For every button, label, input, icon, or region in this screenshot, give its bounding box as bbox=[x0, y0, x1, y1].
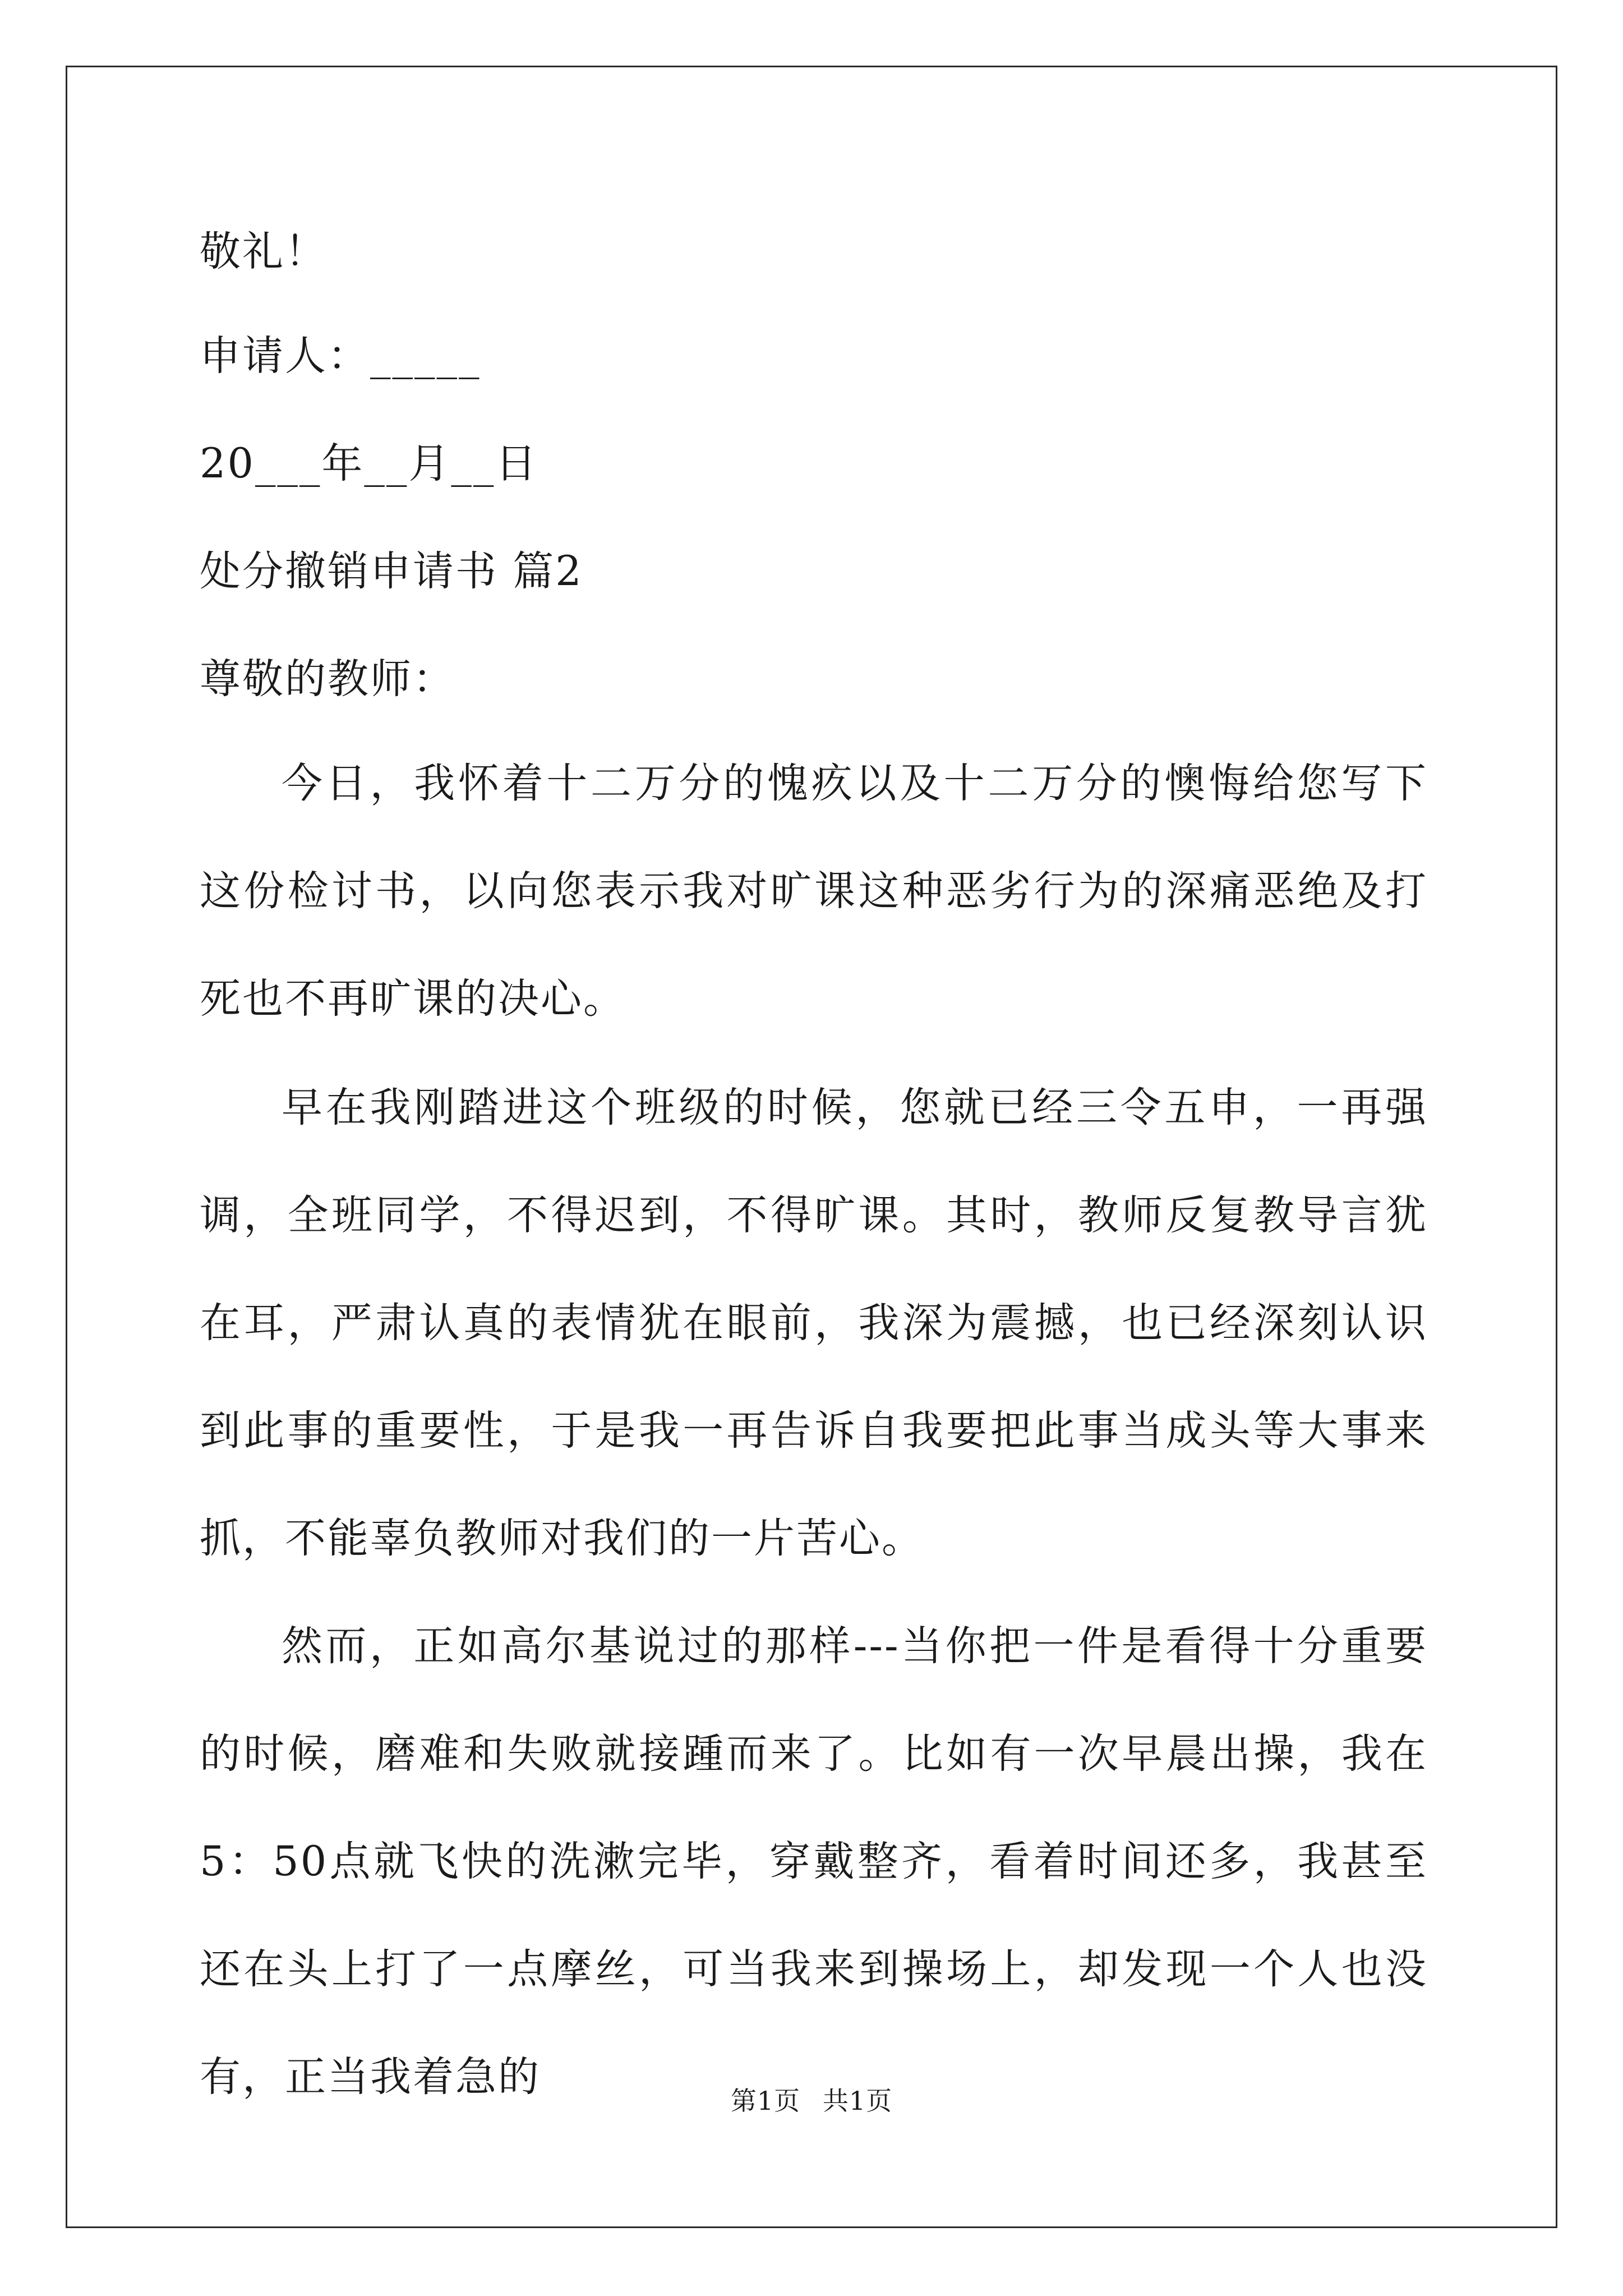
closing-salute: 敬礼！ bbox=[200, 228, 328, 275]
page-total: 共1页 bbox=[822, 2086, 893, 2116]
applicant-signature-line: 申请人：_____ bbox=[200, 332, 481, 380]
paragraph-3: 然而，正如高尔基说过的那样---当你把一件是看得十分重要的时候，磨难和失败就接踵而来了。比如有一次早晨出操，我在5：50点就飞快的洗漱完毕，穿戴整齐，看着时间还多，我甚至还在头上打了一点摩丝，可当我来到操场上，却发现一个人也没有，正当我着急的 bbox=[200, 1622, 1428, 2101]
paragraph-1: 今日，我怀着十二万分的愧疚以及十二万分的懊悔给您写下这份检讨书，以向您表示我对旷课这种恶劣行为的深痛恶绝及打死也不再旷课的决心。 bbox=[200, 760, 1428, 1023]
page-footer bbox=[0, 2088, 1623, 2114]
greeting: 尊敬的教师： bbox=[200, 655, 455, 703]
paragraph-2: 早在我刚踏进这个班级的时候，您就已经三令五申，一再强调，全班同学，不得迟到，不得旷课。其时，教师反复教导言犹在耳，严肃认真的表情犹在眼前，我深为震撼，也已经深刻认识到此事的重要性，于是我一再告诉自我要把此事当成头等大事来抓，不能辜负教师对我们的一片苦心。 bbox=[200, 1084, 1428, 1562]
page-number: 第1页 bbox=[730, 2086, 801, 2116]
date-line: 20___年__月__日 bbox=[200, 440, 538, 487]
section-title: 处分撤销申请书 篇2 bbox=[200, 547, 583, 595]
